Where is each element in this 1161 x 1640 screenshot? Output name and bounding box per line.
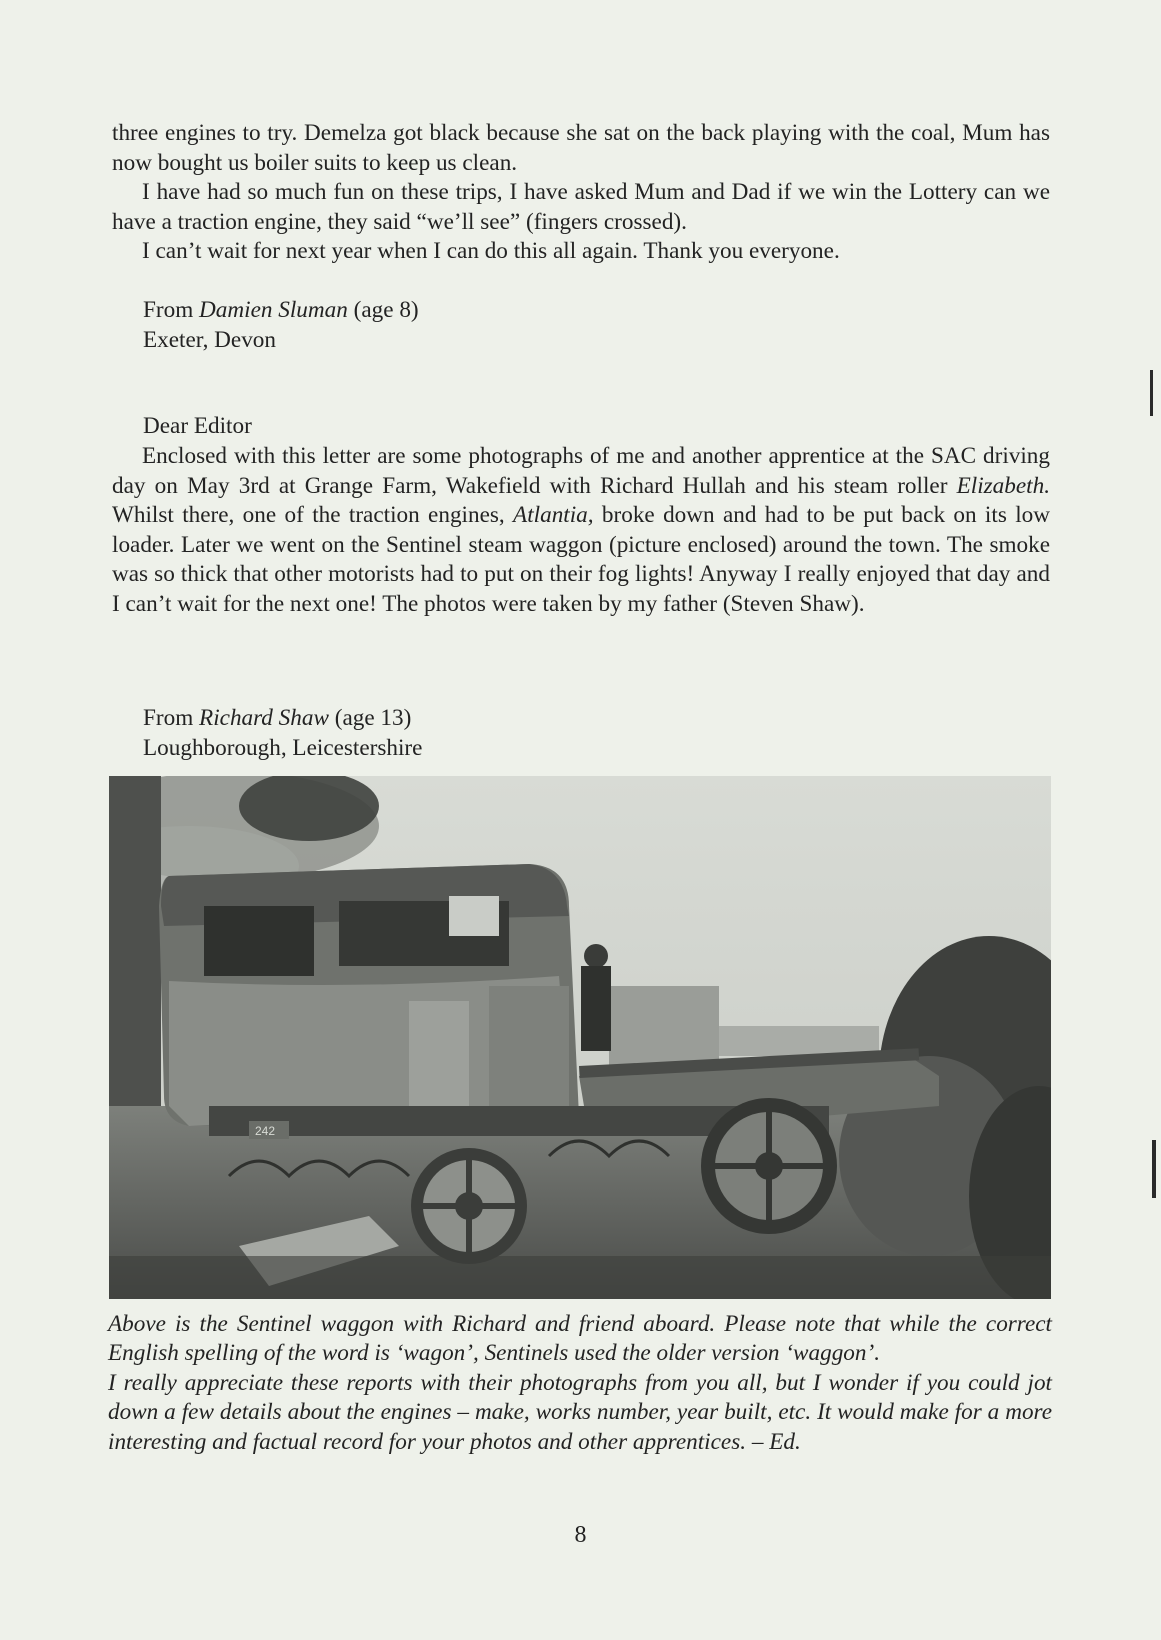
caption-paragraph-1: Above is the Sentinel waggon with Richard and friend aboard. Please note that while the correct English spelling of the word is ‘wagon’, Sentinels used the older version ‘waggon’. [108,1311,1052,1367]
letter-2-salutation [143,412,252,442]
scan-edge-mark [1150,370,1153,416]
photo-illustration [109,776,1051,1299]
author-age: (age 8) [347,297,419,323]
roller-name: Elizabeth. [956,472,1050,499]
letter-1-paragraph-2: I have had so much fun on these trips, I have asked Mum and Dad if we win the Lottery can we have a traction engine, they said “we’ll see” (fingers crossed). [112,179,1050,235]
body-text-2: Whilst there, one of the traction engines, [112,502,514,529]
body-text-3: broke down and had to be put back on its low loader. Later we went on the Sentinel steam waggon (picture enclosed) around the town. The smoke was so thick that other motorists had to put on their fog lights! Anyway I really enjoyed that day and I can’t wait for the next one! The photos were taken by my father (Steven Shaw). [112,502,1050,617]
plate-number: 242 [255,1124,276,1138]
caption-paragraph-2: I really appreciate these reports with their photographs from you all, but I wonder if you could jot down a few details about the engines – make, works number, year built, etc. It would make for a more interesting and factual record for your photos and other apprentices. – Ed. [108,1369,1052,1455]
author-name: Richard Shaw [199,705,329,731]
engine-name: Atlantia, [513,502,594,529]
letter-2-paragraph [112,442,1050,620]
front-wheel [411,1148,527,1264]
photo-caption [108,1310,1052,1457]
letter-1-body [112,119,1050,267]
letter-1-location: Exeter, Devon [143,326,276,353]
letter-1-signature [143,296,419,355]
letter-1-paragraph-1: three engines to try. Demelza got black because she sat on the back playing with the coal, Mum has now bought us boiler suits to keep us clean. [112,120,1050,176]
letter-1-from-line [143,296,419,326]
letter-2-body [112,442,1050,620]
sentinel-waggon-photo [109,776,1051,1299]
salutation-text: Dear Editor [143,413,252,439]
letter-2-from-line [143,704,422,734]
from-prefix: From [143,297,200,323]
body-text-1: Enclosed with this letter are some photographs of me and another apprentice at the SAC driving day on May 3rd at Grange Farm, Wakefield with Richard Hullah and his steam roller [112,443,1050,499]
letter-1-paragraph-3: I can’t wait for next year when I can do this all again. Thank you everyone. [142,238,840,265]
letter-2-location: Loughborough, Leicestershire [143,734,423,761]
rear-wheel [701,1098,837,1234]
author-name: Damien Sluman [199,297,348,323]
scan-edge-mark [1152,1140,1156,1198]
from-prefix: From [143,705,200,731]
letter-2-signature [143,704,422,763]
author-age: (age 13) [328,705,412,731]
page-number: 8 [574,1522,587,1548]
